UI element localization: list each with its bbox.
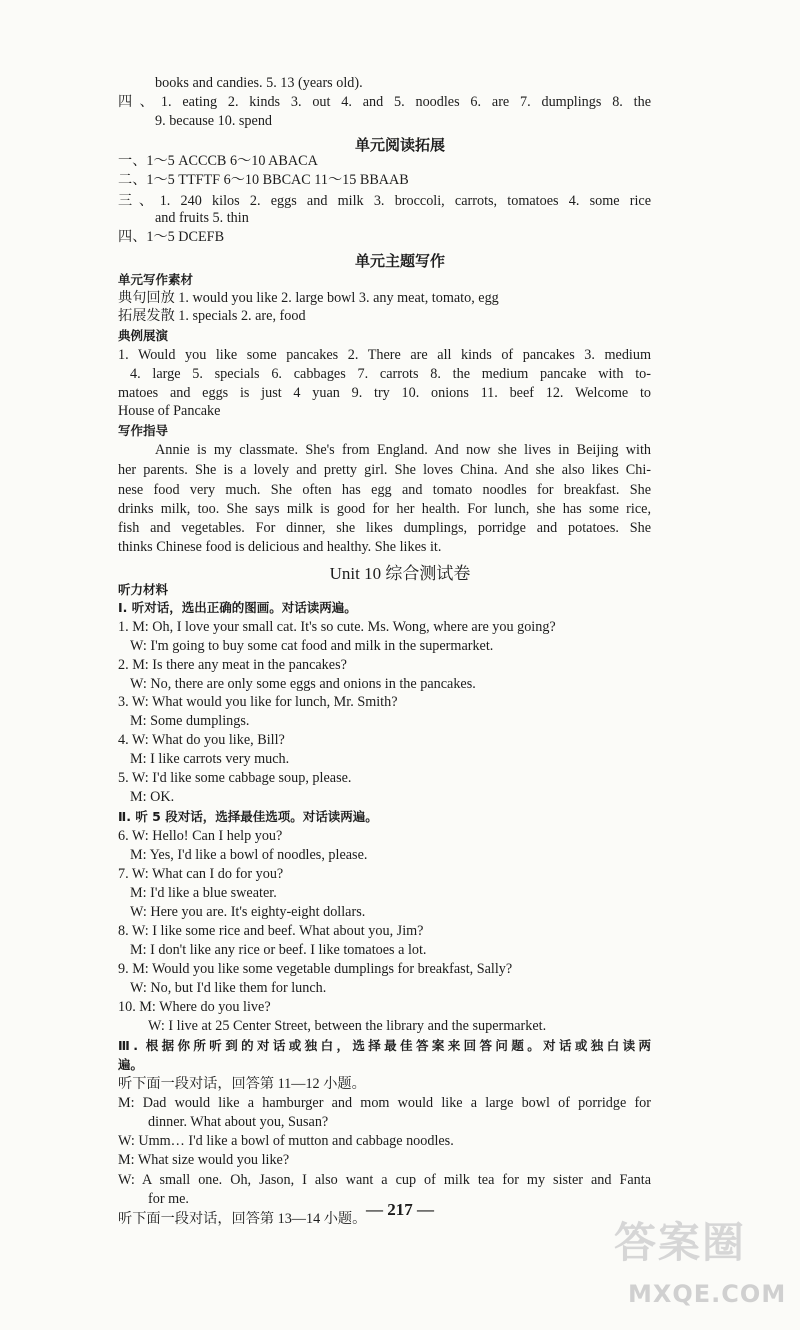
- text-line: for me.: [148, 1191, 189, 1207]
- text-line: 5. W: I'd like some cabbage soup, please.: [118, 770, 352, 786]
- text-line: 典句回放 1. would you like 2. large bowl 3. any meat, tomato, egg: [118, 290, 499, 306]
- text-line: 听下面一段对话，回答第 11—12 小题。: [118, 1076, 366, 1092]
- text-line: M: Yes, I'd like a bowl of noodles, please.: [130, 847, 368, 863]
- section-heading: 单元阅读拓展: [354, 136, 445, 154]
- text-line: 7. W: What can I do for you?: [118, 866, 284, 882]
- subheading-line: 写作指导: [118, 423, 169, 438]
- text-line: 拓展发散 1. specials 2. are, food: [118, 308, 306, 324]
- text-line: M: I'd like a blue sweater.: [130, 885, 277, 901]
- text-line: House of Pancake: [118, 403, 221, 419]
- text-line: W: I live at 25 Center Street, between the library and the supermarket.: [148, 1018, 547, 1034]
- text-line: 四、1～5 DCEFB: [118, 229, 225, 245]
- page-number: — 217 —: [366, 1200, 434, 1219]
- text-line: 四、1. eating 2. kinds 3. out 4. and 5. noodles 6. are 7. dumplings 8. the: [118, 94, 651, 110]
- text-line: W: Here you are. It's eighty-eight dollars.: [130, 904, 366, 920]
- section-heading: Unit 10 综合测试卷: [329, 564, 471, 583]
- text-line: 1. M: Oh, I love your small cat. It's so cute. Ms. Wong, where are you going?: [118, 619, 556, 635]
- text-line: M: I like carrots very much.: [130, 751, 290, 767]
- text-line: books and candies. 5. 13 (years old).: [155, 75, 363, 91]
- text-line: 4. W: What do you like, Bill?: [118, 732, 285, 748]
- text-line: 听下面一段对话，回答第 13—14 小题。: [118, 1211, 367, 1227]
- watermark-logo: [600, 1208, 790, 1326]
- text-line: 一、1～5 ACCCB 6～10 ABACA: [118, 153, 318, 169]
- subheading-line: 听力材料: [118, 582, 169, 597]
- text-line: 10. M: Where do you live?: [118, 999, 271, 1015]
- text-line: 2. M: Is there any meat in the pancakes?: [118, 657, 347, 673]
- text-line: 三、1. 240 kilos 2. eggs and milk 3. broccoli, carrots, tomatoes 4. some rice: [118, 193, 651, 209]
- text-line: M: OK.: [130, 789, 175, 805]
- text-line: drinks milk, too. She says milk is good for her health. For lunch, she has some rice,: [118, 501, 651, 517]
- text-line: M: Some dumplings.: [130, 713, 250, 729]
- text-line: 6. W: Hello! Can I help you?: [118, 828, 283, 844]
- text-line: 二、1～5 TTFTF 6～10 BBCAC 11～15 BBAAB: [118, 172, 409, 188]
- text-line: 8. W: I like some rice and beef. What about you, Jim?: [118, 923, 424, 939]
- watermark-top-text: 答案圈: [614, 1218, 747, 1267]
- text-line: W: Umm… I'd like a bowl of mutton and cabbage noodles.: [118, 1133, 454, 1149]
- subheading-line: Ⅲ. 根据你所听到的对话或独白，选择最佳答案来回答问题。对话或独白读两: [118, 1038, 651, 1053]
- text-line: nese food very much. She often has egg and tomato noodles for breakfast. She: [118, 482, 651, 498]
- text-line: Annie is my classmate. She's from England. And now she lives in Beijing with: [155, 442, 651, 458]
- text-line: thinks Chinese food is delicious and healthy. She likes it.: [118, 539, 442, 555]
- subheading-line: Ⅰ. 听对话，选出正确的图画。对话读两遍。: [118, 600, 357, 615]
- text-line: 3. W: What would you like for lunch, Mr. Smith?: [118, 694, 398, 710]
- subheading-line: Ⅱ. 听 5 段对话，选择最佳选项。对话读两遍。: [118, 809, 378, 824]
- text-line: dinner. What about you, Susan?: [148, 1114, 329, 1130]
- text-line: W: No, but I'd like them for lunch.: [130, 980, 327, 996]
- text-line: W: I'm going to buy some cat food and milk in the supermarket.: [130, 638, 494, 654]
- text-line: her parents. She is a lovely and pretty girl. She loves China. And she also likes Chi-: [118, 462, 651, 478]
- text-line: W: A small one. Oh, Jason, I also want a cup of milk tea for my sister and Fanta: [118, 1172, 651, 1188]
- subheading-line: 遍。: [118, 1057, 144, 1072]
- text-line: fish and vegetables. For dinner, she likes dumplings, porridge and potatoes. She: [118, 520, 651, 536]
- text-line: M: What size would you like?: [118, 1152, 290, 1168]
- text-line: 1. Would you like some pancakes 2. There are all kinds of pancakes 3. medium: [118, 347, 651, 363]
- text-line: M: Dad would like a hamburger and mom would like a large bowl of porridge for: [118, 1095, 651, 1111]
- subheading-line: 单元写作素材: [118, 272, 194, 287]
- subheading-line: 典例展演: [118, 328, 169, 343]
- section-heading: 单元主题写作: [354, 252, 445, 270]
- text-line: M: I don't like any rice or beef. I like tomatoes a lot.: [130, 942, 427, 958]
- text-line: 4. large 5. specials 6. cabbages 7. carrots 8. the medium pancake with to-: [130, 366, 651, 382]
- text-line: matoes and eggs is just 4 yuan 9. try 10. onions 11. beef 12. Welcome to: [118, 385, 651, 401]
- text-line: and fruits 5. thin: [155, 210, 249, 226]
- text-line: 9. because 10. spend: [155, 113, 273, 129]
- text-line: 9. M: Would you like some vegetable dumplings for breakfast, Sally?: [118, 961, 513, 977]
- watermark-url: MXQE.COM: [628, 1280, 787, 1308]
- text-line: W: No, there are only some eggs and onions in the pancakes.: [130, 676, 476, 692]
